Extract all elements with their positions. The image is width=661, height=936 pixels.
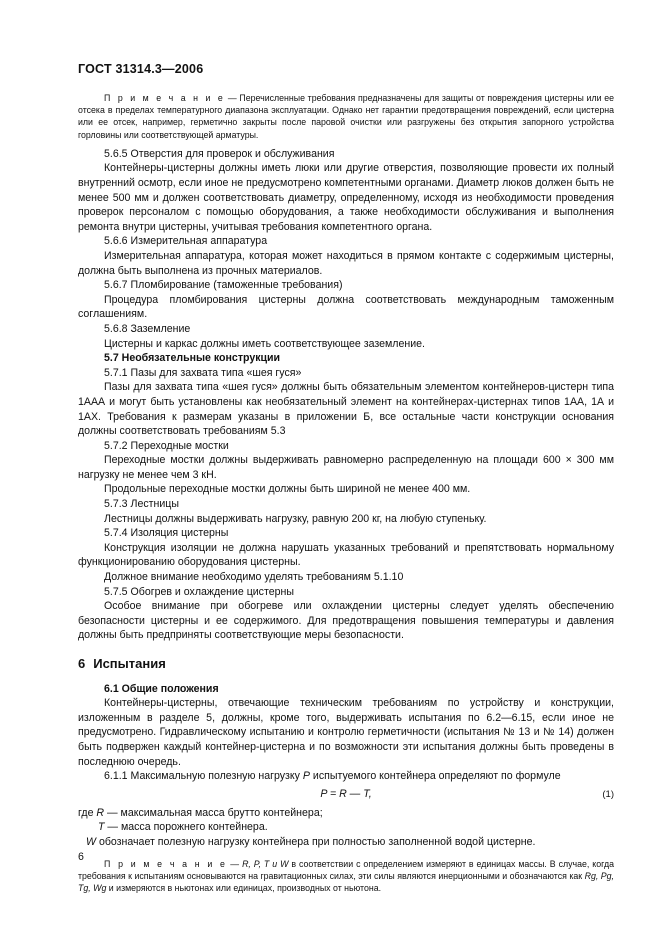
where-w-text: обозначает полезную нагрузку контейнера при полностью заполненной водой цистерне. — [96, 835, 536, 848]
section-5-7-4-text-1: Конструкция изоляции не должна нарушать указанных требований и препятствовать нормальному функционированию оборудования цистерны. — [78, 541, 614, 569]
section-5-6-7-text: Процедура пломбирования цистерны должна соответствовать международным таможенным соглашениям. — [78, 293, 614, 321]
variable-w: W — [86, 835, 96, 848]
section-6-1-heading: 6.1 Общие положения — [104, 682, 219, 695]
where-r-text: — максимальная масса брутто контейнера; — [104, 806, 323, 819]
variable-r: R — [96, 806, 105, 819]
section-6-title: Испытания — [93, 656, 166, 671]
section-5-7-4-heading: 5.7.4 Изоляция цистерны — [104, 527, 229, 540]
note-2-text-c: и измеряются в ньютонах или единицах, производных от ньютона. — [106, 882, 382, 893]
document-header: ГОСТ 31314.3—2006 — [78, 62, 204, 76]
page-number: 6 — [78, 851, 84, 863]
section-5-7-2-text-2: Продольные переходные мостки должны быть шириной не менее 400 мм. — [104, 483, 471, 496]
where-prefix: где — [78, 806, 97, 819]
where-line-2 — [78, 820, 614, 835]
section-6-1-1-text-before: 6.1.1 Максимальную полезную нагрузку — [104, 770, 303, 783]
where-t-text: — масса порожнего контейнера. — [104, 821, 268, 834]
formula-number: (1) — [602, 788, 614, 800]
section-6-1-text: Контейнеры-цистерны, отвечающие техническим требованиям по устройству и конструкции, изложенным в разделе 5, должны, кроме того, выдерживать испытания по 6.2—6.15, если иное не предусмотрено. Гидравлическому испытанию и контролю герметичности (испытания № 13 и № 14) должен быть подвержен каждый контейнер-цистерна и по возможности эти испытания должны быть проведены в последнюю очередь. — [78, 697, 614, 768]
formula-1 — [78, 786, 614, 804]
section-5-6-7-heading: 5.6.7 Пломбирование (таможенные требования) — [104, 279, 343, 292]
variable-t: T — [98, 821, 105, 834]
note-2-dash: — — [227, 858, 243, 869]
section-5-6-5-heading: 5.6.5 Отверстия для проверок и обслуживания — [104, 147, 335, 160]
formula-expression: P = R — T, — [320, 787, 372, 800]
section-5-6-5-text: Контейнеры-цистерны должны иметь люки или другие отверстия, позволяющие провести их полный внутренний осмотр, если иное не предусмотрено компетентными органами. Диаметр люков должен быть не менее 500 мм и должен соответствовать диаметру, определенному, исходя из необходимости проведения проверок персоналом с помощью оборудования, а также необходимости обслуживания и выполнения ремонта внутри цистерны, учитывая требования компетентного органа. — [78, 162, 614, 233]
section-5-7-2-text-1: Переходные мостки должны выдерживать равномерно распределенную на площади 600 × 300 мм нагрузку не менее чем 3 кН. — [78, 454, 614, 481]
section-5-7-5-heading: 5.7.5 Обогрев и охлаждение цистерны — [104, 585, 294, 598]
note-paragraph-1 — [78, 92, 614, 141]
where-line-1 — [78, 806, 614, 821]
section-5-6-6-heading: 5.6.6 Измерительная аппаратура — [104, 235, 268, 248]
section-5-7-1-text: Пазы для захвата типа «шея гуся» должны быть обязательным элементом контейнеров-цистерн типа 1ААА и могут быть установлены как необязательный элемент на контейнерах-цистернах типов 1АА, 1А и 1АХ. Требования к размерам указаны в приложении Б, все остальные части конструкции основания должны соответствовать требованиям 5.3 — [78, 381, 614, 438]
page-content — [78, 92, 614, 900]
section-6-1-1-text-after: испытуемого контейнера определяют по формуле — [309, 770, 561, 783]
section-5-7-3-heading: 5.7.3 Лестницы — [104, 498, 179, 511]
section-6-1-1-text — [78, 769, 614, 784]
section-5-7-5-text: Особое внимание при обогреве или охлаждении цистерны следует уделять обеспечению безопасности цистерны и ее содержимого. Для предотвращения повышения температуры и давления должны быть предприняты соответствующие меры безопасности. — [78, 600, 614, 642]
note-2-label: П р и м е ч а н и е — [104, 858, 228, 869]
note-2-vars: R, P, T и W — [242, 858, 289, 869]
section-6-heading — [78, 657, 614, 672]
section-5-7-1-heading: 5.7.1 Пазы для захвата типа «шея гуся» — [104, 366, 302, 379]
note-paragraph-2 — [78, 858, 614, 895]
note-label: П р и м е ч а н и е — [104, 93, 226, 103]
note-text: — Перечисленные требования предназначены для защиты от повреждения цистерны или ее отсека в пределах температурного диапазона эксплуатации. Однако нет гарантии предотвращения повреждений, если цистерна или ее отсек, например, герметично закрыты после паровой очистки или разгружены без открытия запорного устройства горловины или соответствующей арматуры. — [78, 93, 614, 140]
where-line-3 — [78, 835, 614, 850]
section-5-6-6-text: Измерительная аппаратура, которая может находиться в прямом контакте с содержимым цистерны, должна быть выполнена из прочных материалов. — [78, 249, 614, 277]
note-2-text-b: в соответствии с определением измеряют в единицах массы. В случае, когда требования к испытаниям основываются на гравитационных силах, эти силы являются инерционными и обозначаются как — [78, 858, 614, 881]
section-5-7-3-text: Лестницы должны выдерживать нагрузку, равную 200 кг, на любую ступеньку. — [104, 512, 487, 525]
section-5-6-8-text: Цистерны и каркас должны иметь соответствующее заземление. — [104, 337, 425, 350]
section-6-number: 6 — [78, 656, 86, 671]
section-5-7-4-text-2: Должное внимание необходимо уделять требованиям 5.1.10 — [104, 571, 404, 584]
section-5-7-heading: 5.7 Необязательные конструкции — [104, 352, 281, 365]
variable-p: P — [302, 770, 310, 783]
section-5-6-8-heading: 5.6.8 Заземление — [104, 322, 191, 335]
note-2-vars-2: Rg, Pg, Tg, Wg — [78, 870, 614, 893]
section-5-7-2-heading: 5.7.2 Переходные мостки — [104, 439, 229, 452]
